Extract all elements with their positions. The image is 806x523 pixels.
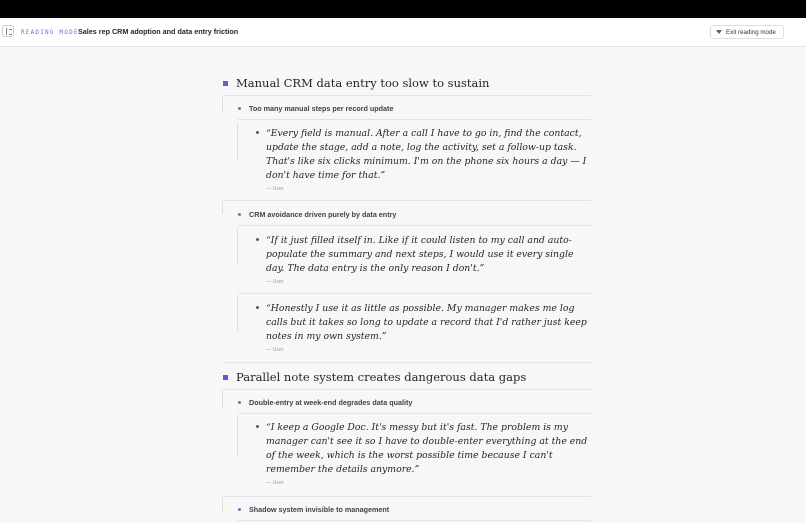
subtheme-title: Too many manual steps per record update — [249, 104, 394, 113]
divider — [223, 496, 591, 497]
quote-text: “Honestly I use it as little as possible. My manager makes me log calls but it takes so long to update a record that I'd rather just keep notes in my own system.” — [266, 303, 587, 342]
quote-item — [256, 234, 594, 285]
quote-text: “If it just filled itself in. Like if it could listen to my call and auto-populate the summary and next steps, I would use it every single day. The data entry is the only reason I don't.” — [266, 235, 574, 274]
quote-item — [256, 127, 594, 192]
exit-reading-mode-label: Exit reading mode — [726, 28, 776, 36]
divider — [238, 413, 591, 414]
divider — [223, 200, 591, 201]
subtheme-heading[interactable] — [238, 505, 389, 514]
reading-mode-header — [0, 18, 806, 47]
subtheme-bullet-icon — [238, 213, 241, 216]
quote-attribution: — User — [266, 480, 284, 486]
reading-mode-label: READING MODE — [21, 29, 79, 36]
quote-text: “I keep a Google Doc. It's messy but it's fast. The problem is my manager can't see it so I have to double-enter everything at the end of the week, which is the worst possible time because I can't remember the details anymore.” — [266, 422, 588, 475]
subtheme-title: CRM avoidance driven purely by data entry — [249, 210, 397, 219]
theme-bullet-icon — [223, 375, 228, 380]
system-top-bar — [0, 0, 806, 18]
subtheme-title: Double-entry at week-end degrades data quality — [249, 398, 413, 407]
quote-attribution: — User — [266, 347, 284, 353]
divider — [238, 119, 591, 120]
filter-icon — [716, 30, 722, 34]
reading-content — [0, 47, 806, 523]
tree-connector — [237, 297, 238, 331]
subtheme-heading[interactable] — [238, 398, 412, 407]
theme-title: Manual CRM data entry too slow to sustain — [236, 76, 490, 90]
tree-connector — [237, 123, 238, 161]
tree-connector — [222, 202, 223, 214]
tree-connector — [222, 498, 223, 512]
quote-bullet-icon — [256, 425, 259, 428]
quote-item — [256, 302, 594, 353]
theme-heading[interactable] — [223, 76, 489, 90]
theme-bullet-icon — [223, 81, 228, 86]
divider — [238, 225, 591, 226]
subtheme-bullet-icon — [238, 508, 241, 511]
tree-connector — [222, 97, 223, 113]
tree-connector — [237, 229, 238, 263]
quote-attribution: — User — [266, 186, 284, 192]
subtheme-heading[interactable] — [238, 210, 396, 219]
subtheme-bullet-icon — [238, 107, 241, 110]
divider — [238, 520, 591, 521]
subtheme-title: Shadow system invisible to management — [249, 505, 390, 514]
subtheme-heading[interactable] — [238, 104, 393, 113]
divider — [223, 389, 591, 390]
quote-bullet-icon — [256, 306, 259, 309]
divider — [238, 293, 591, 294]
tree-connector — [237, 417, 238, 455]
quote-text: “Every field is manual. After a call I have to go in, find the contact, update the stage, add a note, log the activity, set a follow-up task. That's like six clicks minimum. I'm on the phone six hours a day — I don't have time for that.” — [266, 128, 587, 181]
theme-title: Parallel note system creates dangerous data gaps — [236, 370, 527, 384]
quote-bullet-icon — [256, 131, 259, 134]
tree-connector — [222, 391, 223, 409]
quote-attribution: — User — [266, 279, 284, 285]
exit-reading-mode-button[interactable] — [710, 25, 784, 39]
quote-item — [256, 421, 594, 486]
quote-bullet-icon — [256, 238, 259, 241]
subtheme-bullet-icon — [238, 401, 241, 404]
page-title: Sales rep CRM adoption and data entry friction — [78, 27, 239, 36]
theme-heading[interactable] — [223, 370, 526, 384]
divider — [223, 95, 591, 96]
sidebar-toggle-icon[interactable] — [2, 25, 14, 37]
divider — [223, 362, 591, 363]
